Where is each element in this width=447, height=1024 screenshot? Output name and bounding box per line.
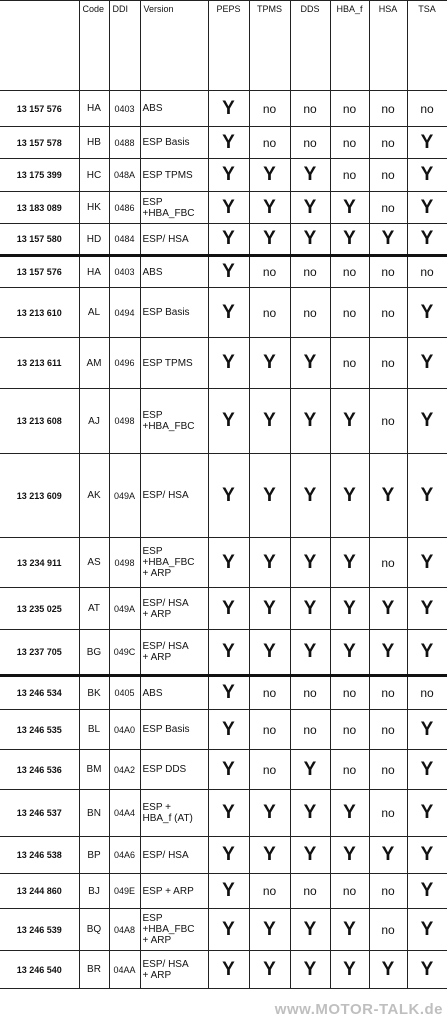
code-cell: BJ xyxy=(79,874,109,909)
tpms-cell: no xyxy=(249,750,290,790)
peps-cell: Y xyxy=(208,909,249,951)
code-cell: BP xyxy=(79,837,109,874)
table-row xyxy=(0,91,447,127)
part-number-cell: 13 157 580 xyxy=(0,224,79,256)
header-row xyxy=(0,1,447,91)
peps-cell: Y xyxy=(208,127,249,159)
tpms-cell: Y xyxy=(249,538,290,588)
header-hsa: HSA xyxy=(369,1,407,91)
code-cell: HD xyxy=(79,224,109,256)
peps-cell: Y xyxy=(208,588,249,630)
table-row xyxy=(0,127,447,159)
version-cell: ABS xyxy=(140,91,208,127)
table-row xyxy=(0,159,447,192)
version-cell: ESP DDS xyxy=(140,750,208,790)
ddi-cell: 0486 xyxy=(109,192,140,224)
tsa-cell: Y xyxy=(407,790,447,837)
tpms-cell: no xyxy=(249,710,290,750)
part-number-cell: 13 246 538 xyxy=(0,837,79,874)
dds-cell: Y xyxy=(290,389,330,454)
dds-cell: Y xyxy=(290,837,330,874)
table-body xyxy=(0,91,447,989)
version-cell: ESP Basis xyxy=(140,710,208,750)
hba-f-cell: Y xyxy=(330,389,369,454)
version-cell: ESP Basis xyxy=(140,288,208,338)
code-cell: BQ xyxy=(79,909,109,951)
dds-cell: Y xyxy=(290,630,330,676)
part-number-cell: 13 213 611 xyxy=(0,338,79,389)
version-cell: ABS xyxy=(140,256,208,288)
ddi-cell: 04A6 xyxy=(109,837,140,874)
table-row xyxy=(0,951,447,989)
hsa-cell: Y xyxy=(369,224,407,256)
tpms-cell: Y xyxy=(249,790,290,837)
hba-f-cell: no xyxy=(330,750,369,790)
peps-cell: Y xyxy=(208,454,249,538)
part-number-cell: 13 246 536 xyxy=(0,750,79,790)
table-row xyxy=(0,538,447,588)
tsa-cell: Y xyxy=(407,837,447,874)
hsa-cell: no xyxy=(369,710,407,750)
code-cell: AJ xyxy=(79,389,109,454)
peps-cell: Y xyxy=(208,288,249,338)
header-ddi: DDI xyxy=(109,1,140,91)
dds-cell: Y xyxy=(290,750,330,790)
hsa-cell: Y xyxy=(369,454,407,538)
tpms-cell: Y xyxy=(249,338,290,389)
hsa-cell: no xyxy=(369,909,407,951)
part-number-cell: 13 213 610 xyxy=(0,288,79,338)
part-number-cell: 13 244 860 xyxy=(0,874,79,909)
table-row xyxy=(0,454,447,538)
tsa-cell: Y xyxy=(407,909,447,951)
tpms-cell: Y xyxy=(249,224,290,256)
header-hba-f: HBA_f xyxy=(330,1,369,91)
code-cell: AK xyxy=(79,454,109,538)
ddi-cell: 04AA xyxy=(109,951,140,989)
hsa-cell: no xyxy=(369,538,407,588)
ddi-cell: 049E xyxy=(109,874,140,909)
table-row xyxy=(0,750,447,790)
part-number-cell: 13 183 089 xyxy=(0,192,79,224)
hba-f-cell: no xyxy=(330,256,369,288)
hba-f-cell: no xyxy=(330,127,369,159)
dds-cell: no xyxy=(290,91,330,127)
code-cell: HB xyxy=(79,127,109,159)
ddi-cell: 048A xyxy=(109,159,140,192)
header-code: Code xyxy=(79,1,109,91)
hsa-cell: no xyxy=(369,91,407,127)
dds-cell: no xyxy=(290,710,330,750)
tsa-cell: Y xyxy=(407,630,447,676)
tsa-cell: Y xyxy=(407,127,447,159)
tpms-cell: no xyxy=(249,127,290,159)
table-row xyxy=(0,837,447,874)
part-number-cell: 13 237 705 xyxy=(0,630,79,676)
tpms-cell: Y xyxy=(249,630,290,676)
table-row xyxy=(0,288,447,338)
ddi-cell: 0484 xyxy=(109,224,140,256)
ddi-cell: 0498 xyxy=(109,538,140,588)
table-row xyxy=(0,676,447,710)
header-dds: DDS xyxy=(290,1,330,91)
dds-cell: Y xyxy=(290,588,330,630)
ddi-cell: 0403 xyxy=(109,256,140,288)
ddi-cell: 04A8 xyxy=(109,909,140,951)
code-cell: HC xyxy=(79,159,109,192)
tsa-cell: Y xyxy=(407,454,447,538)
tsa-cell: Y xyxy=(407,288,447,338)
peps-cell: Y xyxy=(208,750,249,790)
tsa-cell: Y xyxy=(407,750,447,790)
code-cell: BN xyxy=(79,790,109,837)
peps-cell: Y xyxy=(208,338,249,389)
tpms-cell: Y xyxy=(249,159,290,192)
hsa-cell: no xyxy=(369,750,407,790)
hba-f-cell: Y xyxy=(330,630,369,676)
table-row xyxy=(0,874,447,909)
table-row xyxy=(0,909,447,951)
ddi-cell: 049A xyxy=(109,454,140,538)
tsa-cell: no xyxy=(407,256,447,288)
hba-f-cell: no xyxy=(330,159,369,192)
part-number-cell: 13 213 608 xyxy=(0,389,79,454)
hsa-cell: Y xyxy=(369,951,407,989)
part-number-cell: 13 246 535 xyxy=(0,710,79,750)
code-cell: AS xyxy=(79,538,109,588)
part-number-cell: 13 213 609 xyxy=(0,454,79,538)
version-cell: ESP/ HSA xyxy=(140,454,208,538)
tsa-cell: Y xyxy=(407,874,447,909)
dds-cell: Y xyxy=(290,159,330,192)
table-row xyxy=(0,389,447,454)
hba-f-cell: no xyxy=(330,874,369,909)
peps-cell: Y xyxy=(208,951,249,989)
peps-cell: Y xyxy=(208,630,249,676)
tpms-cell: Y xyxy=(249,951,290,989)
tpms-cell: Y xyxy=(249,389,290,454)
dds-cell: Y xyxy=(290,224,330,256)
hba-f-cell: Y xyxy=(330,454,369,538)
version-cell: ESP/ HSA + ARP xyxy=(140,588,208,630)
tsa-cell: Y xyxy=(407,224,447,256)
code-cell: BM xyxy=(79,750,109,790)
tpms-cell: Y xyxy=(249,588,290,630)
part-number-cell: 13 246 540 xyxy=(0,951,79,989)
hba-f-cell: no xyxy=(330,676,369,710)
dds-cell: no xyxy=(290,127,330,159)
dds-cell: no xyxy=(290,256,330,288)
code-cell: HK xyxy=(79,192,109,224)
hba-f-cell: Y xyxy=(330,790,369,837)
tpms-cell: no xyxy=(249,91,290,127)
version-cell: ABS xyxy=(140,676,208,710)
ddi-cell: 0494 xyxy=(109,288,140,338)
ddi-cell: 0405 xyxy=(109,676,140,710)
table-row xyxy=(0,588,447,630)
hsa-cell: no xyxy=(369,790,407,837)
hba-f-cell: Y xyxy=(330,588,369,630)
hba-f-cell: Y xyxy=(330,909,369,951)
version-cell: ESP + ARP xyxy=(140,874,208,909)
version-cell: ESP/ HSA xyxy=(140,224,208,256)
version-cell: ESP Basis xyxy=(140,127,208,159)
tsa-cell: Y xyxy=(407,159,447,192)
code-cell: AL xyxy=(79,288,109,338)
version-cell: ESP +HBA_FBC xyxy=(140,192,208,224)
table-row xyxy=(0,710,447,750)
code-cell: BL xyxy=(79,710,109,750)
ddi-cell: 04A4 xyxy=(109,790,140,837)
table-row xyxy=(0,338,447,389)
version-cell: ESP TPMS xyxy=(140,159,208,192)
hsa-cell: Y xyxy=(369,630,407,676)
peps-cell: Y xyxy=(208,874,249,909)
tpms-cell: no xyxy=(249,874,290,909)
tsa-cell: no xyxy=(407,91,447,127)
dds-cell: no xyxy=(290,288,330,338)
part-number-cell: 13 157 576 xyxy=(0,256,79,288)
tpms-cell: Y xyxy=(249,454,290,538)
dds-cell: Y xyxy=(290,538,330,588)
tpms-cell: no xyxy=(249,676,290,710)
hsa-cell: no xyxy=(369,192,407,224)
ddi-cell: 0488 xyxy=(109,127,140,159)
watermark: www.MOTOR-TALK.de xyxy=(274,1001,443,1018)
code-cell: BG xyxy=(79,630,109,676)
dds-cell: Y xyxy=(290,951,330,989)
header-part xyxy=(0,1,79,91)
code-cell: HA xyxy=(79,91,109,127)
peps-cell: Y xyxy=(208,256,249,288)
tsa-cell: Y xyxy=(407,338,447,389)
peps-cell: Y xyxy=(208,837,249,874)
table-row xyxy=(0,224,447,256)
hsa-cell: no xyxy=(369,127,407,159)
ddi-cell: 0403 xyxy=(109,91,140,127)
ddi-cell: 04A2 xyxy=(109,750,140,790)
hba-f-cell: Y xyxy=(330,192,369,224)
hba-f-cell: Y xyxy=(330,837,369,874)
tsa-cell: Y xyxy=(407,192,447,224)
tsa-cell: Y xyxy=(407,710,447,750)
dds-cell: no xyxy=(290,676,330,710)
hba-f-cell: no xyxy=(330,338,369,389)
hsa-cell: no xyxy=(369,874,407,909)
peps-cell: Y xyxy=(208,159,249,192)
peps-cell: Y xyxy=(208,676,249,710)
tpms-cell: no xyxy=(249,288,290,338)
hsa-cell: Y xyxy=(369,837,407,874)
hsa-cell: Y xyxy=(369,588,407,630)
dds-cell: no xyxy=(290,874,330,909)
hba-f-cell: no xyxy=(330,288,369,338)
peps-cell: Y xyxy=(208,224,249,256)
hsa-cell: no xyxy=(369,389,407,454)
hsa-cell: no xyxy=(369,256,407,288)
part-number-cell: 13 246 537 xyxy=(0,790,79,837)
peps-cell: Y xyxy=(208,389,249,454)
peps-cell: Y xyxy=(208,192,249,224)
tpms-cell: Y xyxy=(249,192,290,224)
part-number-cell: 13 246 539 xyxy=(0,909,79,951)
hsa-cell: no xyxy=(369,288,407,338)
code-cell: AM xyxy=(79,338,109,389)
hba-f-cell: no xyxy=(330,710,369,750)
hsa-cell: no xyxy=(369,159,407,192)
code-cell: HA xyxy=(79,256,109,288)
ddi-cell: 04A0 xyxy=(109,710,140,750)
tsa-cell: no xyxy=(407,676,447,710)
tsa-cell: Y xyxy=(407,538,447,588)
hba-f-cell: no xyxy=(330,91,369,127)
peps-cell: Y xyxy=(208,538,249,588)
version-cell: ESP +HBA_FBC + ARP xyxy=(140,538,208,588)
code-cell: BR xyxy=(79,951,109,989)
version-cell: ESP/ HSA + ARP xyxy=(140,951,208,989)
tsa-cell: Y xyxy=(407,588,447,630)
version-cell: ESP TPMS xyxy=(140,338,208,389)
header-peps: PEPS xyxy=(208,1,249,91)
peps-cell: Y xyxy=(208,91,249,127)
part-number-cell: 13 234 911 xyxy=(0,538,79,588)
ddi-cell: 0496 xyxy=(109,338,140,389)
version-cell: ESP + HBA_f (AT) xyxy=(140,790,208,837)
hba-f-cell: Y xyxy=(330,951,369,989)
part-number-cell: 13 235 025 xyxy=(0,588,79,630)
tpms-cell: Y xyxy=(249,837,290,874)
header-tsa: TSA xyxy=(407,1,447,91)
tsa-cell: Y xyxy=(407,389,447,454)
part-number-cell: 13 246 534 xyxy=(0,676,79,710)
table-row xyxy=(0,790,447,837)
dds-cell: Y xyxy=(290,790,330,837)
table-row xyxy=(0,192,447,224)
hba-f-cell: Y xyxy=(330,538,369,588)
tsa-cell: Y xyxy=(407,951,447,989)
tpms-cell: Y xyxy=(249,909,290,951)
version-cell: ESP +HBA_FBC xyxy=(140,389,208,454)
code-cell: BK xyxy=(79,676,109,710)
dds-cell: Y xyxy=(290,454,330,538)
ddi-cell: 049A xyxy=(109,588,140,630)
hsa-cell: no xyxy=(369,676,407,710)
ddi-cell: 049C xyxy=(109,630,140,676)
version-cell: ESP/ HSA + ARP xyxy=(140,630,208,676)
peps-cell: Y xyxy=(208,710,249,750)
part-number-cell: 13 175 399 xyxy=(0,159,79,192)
dds-cell: Y xyxy=(290,909,330,951)
ddi-cell: 0498 xyxy=(109,389,140,454)
peps-cell: Y xyxy=(208,790,249,837)
version-cell: ESP +HBA_FBC + ARP xyxy=(140,909,208,951)
part-number-cell: 13 157 578 xyxy=(0,127,79,159)
header-tpms: TPMS xyxy=(249,1,290,91)
dds-cell: Y xyxy=(290,192,330,224)
dds-cell: Y xyxy=(290,338,330,389)
header-version: Version xyxy=(140,1,208,91)
hsa-cell: no xyxy=(369,338,407,389)
version-cell: ESP/ HSA xyxy=(140,837,208,874)
table-row xyxy=(0,256,447,288)
code-cell: AT xyxy=(79,588,109,630)
hba-f-cell: Y xyxy=(330,224,369,256)
table-row xyxy=(0,630,447,676)
part-number-cell: 13 157 576 xyxy=(0,91,79,127)
tpms-cell: no xyxy=(249,256,290,288)
